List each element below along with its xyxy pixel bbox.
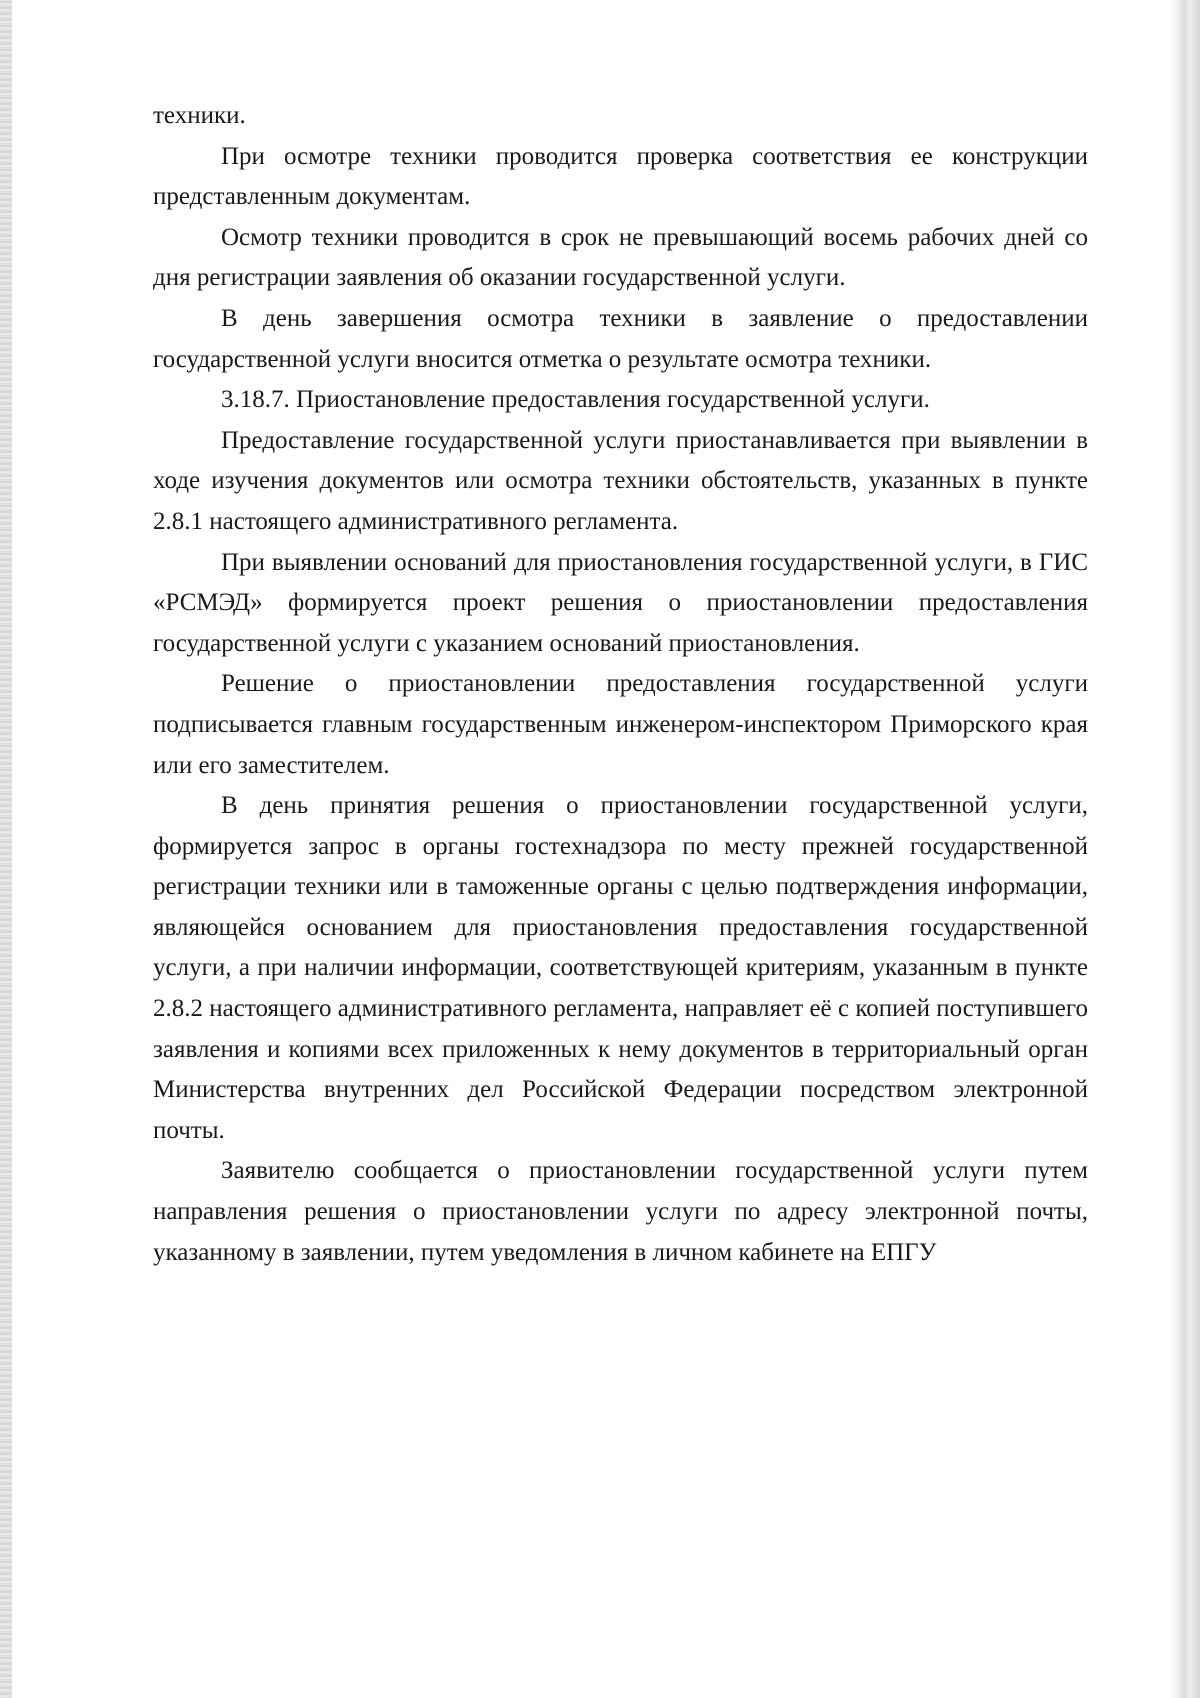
paragraph-suspension-signing: Решение о приостановлении предоставления государственной услуги подписывается главным государственным инженером-инспектором Приморского края или его заместителем.: [153, 670, 1088, 779]
paragraph-suspension-request: В день принятия решения о приостановлении государственной услуги, формируется запрос в органы гостехнадзора по месту прежней государственной регистрации техники или в таможенные органы с целью подтверждения информации, являющейся основанием для приостановления предоставления государственной услуги, а при наличии информации, соответствующей критериям, указанным в пункте 2.8.2 настоящего административного регламента, направляет её с копией поступившего заявления и копиями всех приложенных к нему документов в территориальный орган Министерства внутренних дел Российской Федерации посредством электронной почты.: [153, 792, 1088, 1144]
paragraph-suspension-draft: При выявлении оснований для приостановления государственной услуги, в ГИС «РСМЭД» формируется проект решения о приостановлении предоставления государственной услуги с указанием оснований приостановления.: [153, 548, 1088, 657]
paragraph-suspension-grounds: Предоставление государственной услуги приостанавливается при выявлении в ходе изучения документов или осмотра техники обстоятельств, указанных в пункте 2.8.1 настоящего административного регламента.: [153, 426, 1088, 535]
section-heading-3-18-7: 3.18.7. Приостановление предоставления государственной услуги.: [221, 386, 930, 414]
paragraph-applicant-notification: Заявителю сообщается о приостановлении государственной услуги путем направления решения о приостановлении услуги по адресу электронной почты, указанному в заявлении, путем уведомления в личном кабинете на ЕПГУ: [153, 1157, 1088, 1266]
paragraph-continuation: техники.: [153, 102, 246, 129]
paragraph-inspection-result: В день завершения осмотра техники в заявление о предоставлении государственной услуги вносится отметка о результате осмотра техники.: [153, 304, 1088, 373]
scan-right-edge: [1170, 0, 1200, 1698]
paragraph-inspection-deadline: Осмотр техники проводится в срок не превышающий восемь рабочих дней со дня регистрации заявления об оказании государственной услуги.: [153, 223, 1088, 292]
scan-left-edge: [0, 0, 12, 1698]
paragraph-inspection-check: При осмотре техники проводится проверка соответствия ее конструкции представленным документам.: [153, 142, 1088, 211]
document-body: [153, 96, 1088, 1273]
